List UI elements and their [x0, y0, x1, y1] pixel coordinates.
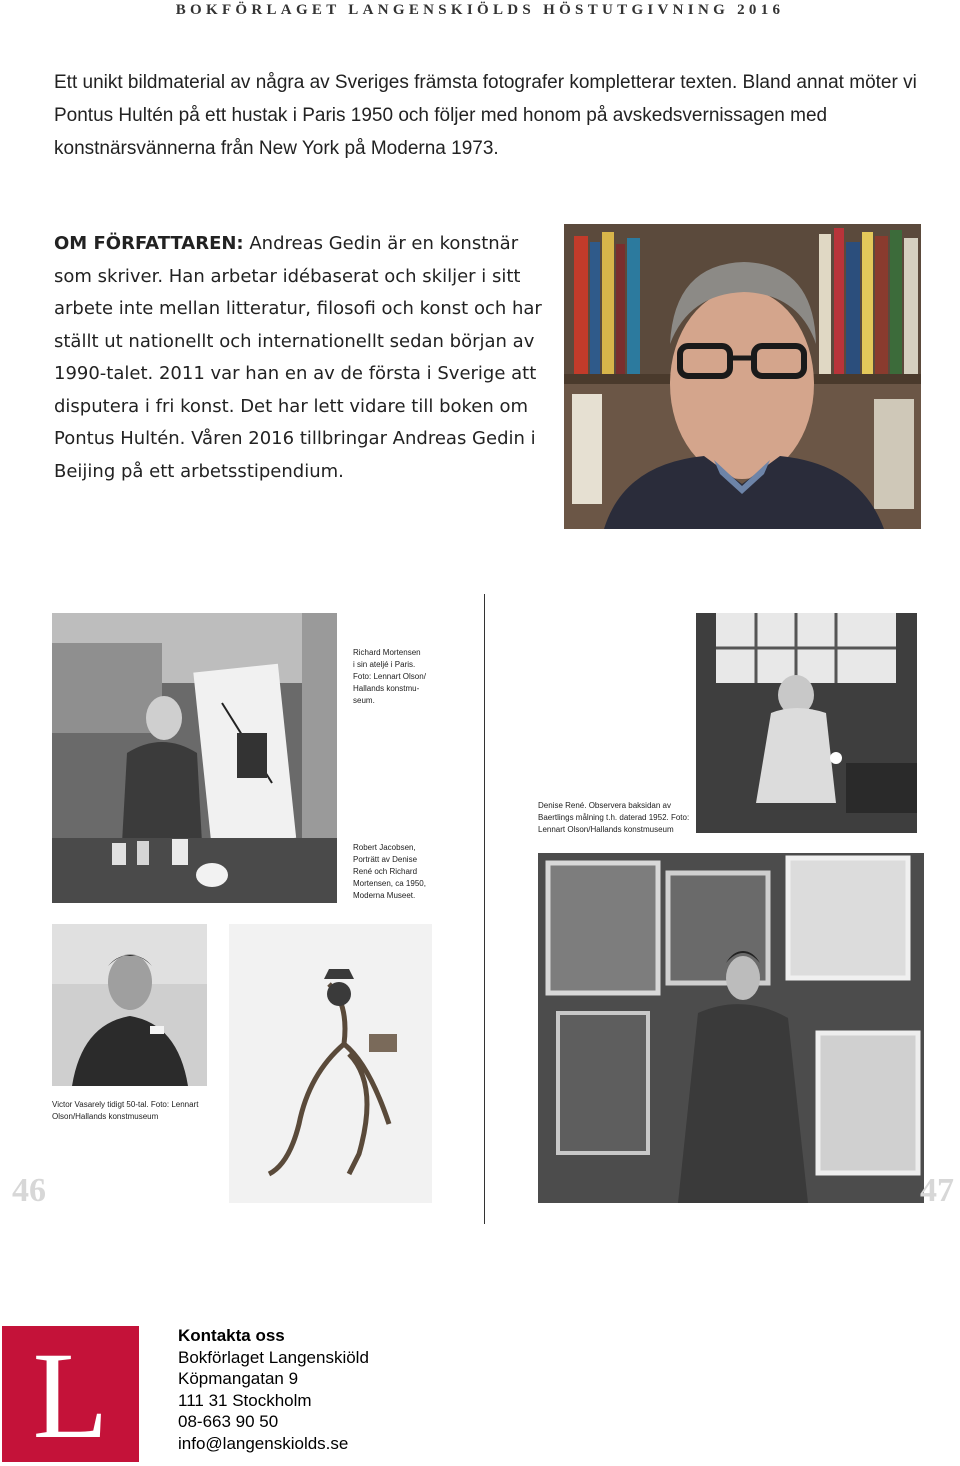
contact-email[interactable]: info@langenskiolds.se [178, 1433, 349, 1453]
caption-rene: Denise René. Observera baksidan av Baertlings målning t.h. daterad 1952. Foto: Lennart Olson/Hallands konstmuseum [538, 801, 690, 834]
caption-vasarely: Victor Vasarely tidigt 50-tal. Foto: Lennart Olson/Hallands konstmuseum [52, 1100, 199, 1121]
page-header-title: BOKFÖRLAGET LANGENSKIÖLDS HÖSTUTGIVNING 2016 [175, 2, 785, 18]
mortensen-studio-photo [52, 613, 337, 903]
page-number-left: 46 [12, 1172, 46, 1209]
caption-mortensen: Richard Mortensen i sin ateljé i Paris. Foto: Lennart Olson/ Hallands konstmu- seum. [353, 648, 426, 705]
jacobsen-welding-photo [696, 613, 917, 833]
publisher-logo: L [2, 1326, 139, 1462]
intro-paragraph: Ett unikt bildmaterial av några av Sveriges främsta fotografer kompletterar texten. Bland annat möter vi Pontus Hultén på ett hustak i Paris 1950 och följer med honom på avskedsvernissagen med konstnärsvännerna från New York på Moderna 1973. [54, 72, 917, 159]
about-author-paragraph [54, 228, 554, 488]
sculpture-photo [229, 924, 432, 1203]
contact-block [178, 1325, 369, 1455]
contact-phone: 08-663 90 50 [178, 1412, 279, 1432]
page-gutter-line [484, 594, 485, 1224]
contact-title: Kontakta oss [178, 1326, 285, 1345]
contact-company: Bokförlaget Langenskiöld [178, 1347, 369, 1367]
about-author-label: OM FÖRFATTAREN: [54, 233, 244, 254]
vasarely-portrait-photo [52, 924, 207, 1086]
contact-street: Köpmangatan 9 [178, 1369, 299, 1389]
contact-postal: 111 31 Stockholm [178, 1390, 312, 1410]
caption-jacobsen: Robert Jacobsen, Porträtt av Denise René och Richard Mortensen, ca 1950, Moderna Museet. [353, 843, 426, 900]
author-portrait-photo [564, 224, 921, 529]
page-number-right: 47 [920, 1172, 954, 1209]
rene-studio-photo [538, 853, 924, 1203]
about-author-text: Andreas Gedin är en konstnär som skriver. Han arbetar idébaserat och skiljer i sitt arbete inte mellan litteratur, filosofi och konst och har ställt ut nationellt och internationellt sedan början av 1990-talet. 2011 var han en av de första i Sverige att disputera i fri konst. Det har lett vidare till boken om Pontus Hultén. Våren 2016 tillbringar Andreas Gedin i Beijing på ett arbetsstipendium. [54, 233, 542, 482]
